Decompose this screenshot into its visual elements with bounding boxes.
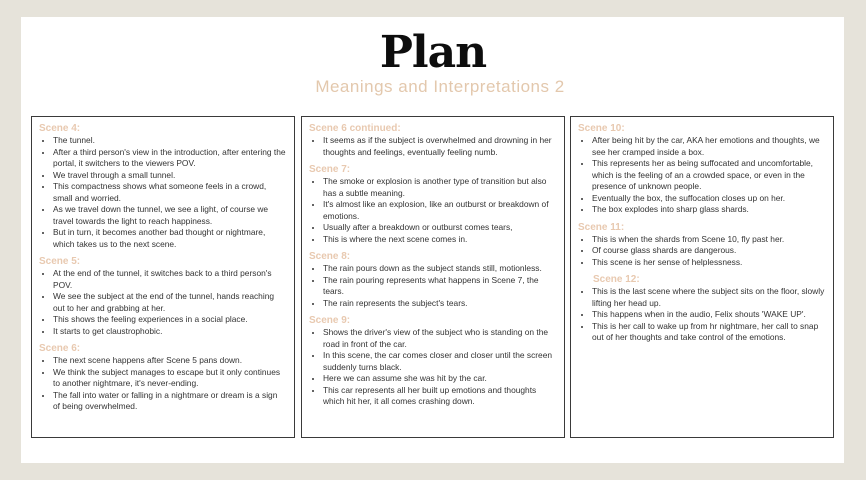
scene-section	[309, 123, 556, 158]
scene-section	[578, 123, 825, 216]
bullet-item: • Here we can assume she was hit by the car.	[323, 373, 556, 385]
scene-heading: Scene 11:	[578, 221, 625, 233]
bullet-list	[309, 327, 556, 408]
bullet-item: • After being hit by the car, AKA her emotions and thoughts, we see her cramped inside a box.	[592, 135, 825, 158]
bullet-item: • This happens when in the audio, Felix shouts 'WAKE UP'.	[592, 309, 825, 321]
scene-section	[309, 315, 556, 408]
scene-heading: Scene 5:	[39, 256, 81, 267]
bullet-item: • This compactness shows what someone feels in a crowd, small and worried.	[53, 181, 286, 204]
bullet-list	[39, 268, 286, 337]
bullet-item: • But in turn, it becomes another bad thought or nightmare, which takes us to the next scene.	[53, 227, 286, 250]
scene-heading: Scene 8:	[309, 251, 351, 262]
page-title: Plan	[379, 27, 487, 78]
bullet-item: • Shows the driver's view of the subject who is standing on the road in front of the car.	[323, 327, 556, 350]
bullet-item: • It starts to get claustrophobic.	[53, 326, 286, 338]
bullet-item: • It seems as if the subject is overwhelmed and drowning in her thoughts and feelings, eventually feeling numb.	[323, 135, 556, 158]
scene-heading: Scene 4:	[39, 123, 81, 134]
bullet-item: • As we travel down the tunnel, we see a light, of course we travel towards the light to reach happiness.	[53, 204, 286, 227]
column-panel-3	[570, 116, 834, 438]
bullet-list	[39, 135, 286, 250]
bullet-item: • This is the last scene where the subject sits on the floor, slowly lifting her head up.	[592, 286, 825, 309]
bullet-item: • We see the subject at the end of the tunnel, hands reaching out to her and grabbing at her.	[53, 291, 286, 314]
scene-section	[39, 123, 286, 250]
bullet-item: • This car represents all her built up emotions and thoughts which hit her, it all comes crashing down.	[323, 385, 556, 408]
bullet-item: • The fall into water or falling in a nightmare or dream is a sign of being overwhelmed.	[53, 390, 286, 413]
bullet-list	[578, 135, 825, 216]
scene-section	[309, 251, 556, 309]
bullet-item: • The rain pouring represents what happens in Scene 7, the tears.	[323, 275, 556, 298]
bullet-list	[39, 355, 286, 413]
bullet-item: • In this scene, the car comes closer and closer until the screen suddenly turns black.	[323, 350, 556, 373]
bullet-item: • Usually after a breakdown or outburst comes tears,	[323, 222, 556, 234]
scene-heading: Scene 6 continued:	[309, 123, 401, 134]
scene-heading: Scene 10:	[578, 123, 625, 134]
scene-heading: Scene 9:	[309, 315, 351, 326]
bullet-item: • This is where the next scene comes in.	[323, 234, 556, 246]
column-panel-1	[31, 116, 295, 438]
bullet-item: • The smoke or explosion is another type of transition but also has a subtle meaning.	[323, 176, 556, 199]
bullet-list	[578, 286, 825, 344]
page-subtitle: Meanings and Interpretations 2	[315, 77, 565, 96]
bullet-item: • This is when the shards from Scene 10, fly past her.	[592, 234, 825, 246]
bullet-item: • The tunnel.	[53, 135, 286, 147]
bullet-item: • The rain represents the subject's tears.	[323, 298, 556, 310]
bullet-item: • It's almost like an explosion, like an outburst or breakdown of emotions.	[323, 199, 556, 222]
scene-heading: Scene 6:	[39, 343, 81, 354]
bullet-list	[309, 263, 556, 309]
bullet-item: • This scene is her sense of helplessness.	[592, 257, 825, 269]
bullet-item: • The box explodes into sharp glass shards.	[592, 204, 825, 216]
scene-section	[39, 343, 286, 413]
bullet-item: • After a third person's view in the introduction, after entering the portal, it switchers to the viewers POV.	[53, 147, 286, 170]
bullet-item: • Eventually the box, the suffocation closes up on her.	[592, 193, 825, 205]
scene-heading: Scene 12:	[593, 274, 640, 285]
column-panel-2	[301, 116, 565, 438]
bullet-item: • We think the subject manages to escape but it only continues to another nightmare, it's never-ending.	[53, 367, 286, 390]
bullet-item: • This represents her as being suffocated and uncomfortable, which is the feeling of an a crowded space, or even in the presence of unknown people.	[592, 158, 825, 193]
bullet-item: • The rain pours down as the subject stands still, motionless.	[323, 263, 556, 275]
bullet-list	[309, 135, 556, 158]
bullet-item: • This is her call to wake up from hr nightmare, her call to snap out of her thoughts and take control of the emotions.	[592, 321, 825, 344]
scene-section	[578, 222, 825, 269]
scene-heading: Scene 7:	[309, 164, 351, 175]
scene-section	[578, 274, 825, 344]
bullet-item: • We travel through a small tunnel.	[53, 170, 286, 182]
bullet-list	[309, 176, 556, 245]
bullet-item: • The next scene happens after Scene 5 pans down.	[53, 355, 286, 367]
scene-section	[39, 256, 286, 337]
scene-section	[309, 164, 556, 245]
bullet-list	[578, 234, 825, 269]
bullet-item: • Of course glass shards are dangerous.	[592, 245, 825, 257]
bullet-item: • This shows the feeling experiences in a social place.	[53, 314, 286, 326]
bullet-item: • At the end of the tunnel, it switches back to a third person's POV.	[53, 268, 286, 291]
